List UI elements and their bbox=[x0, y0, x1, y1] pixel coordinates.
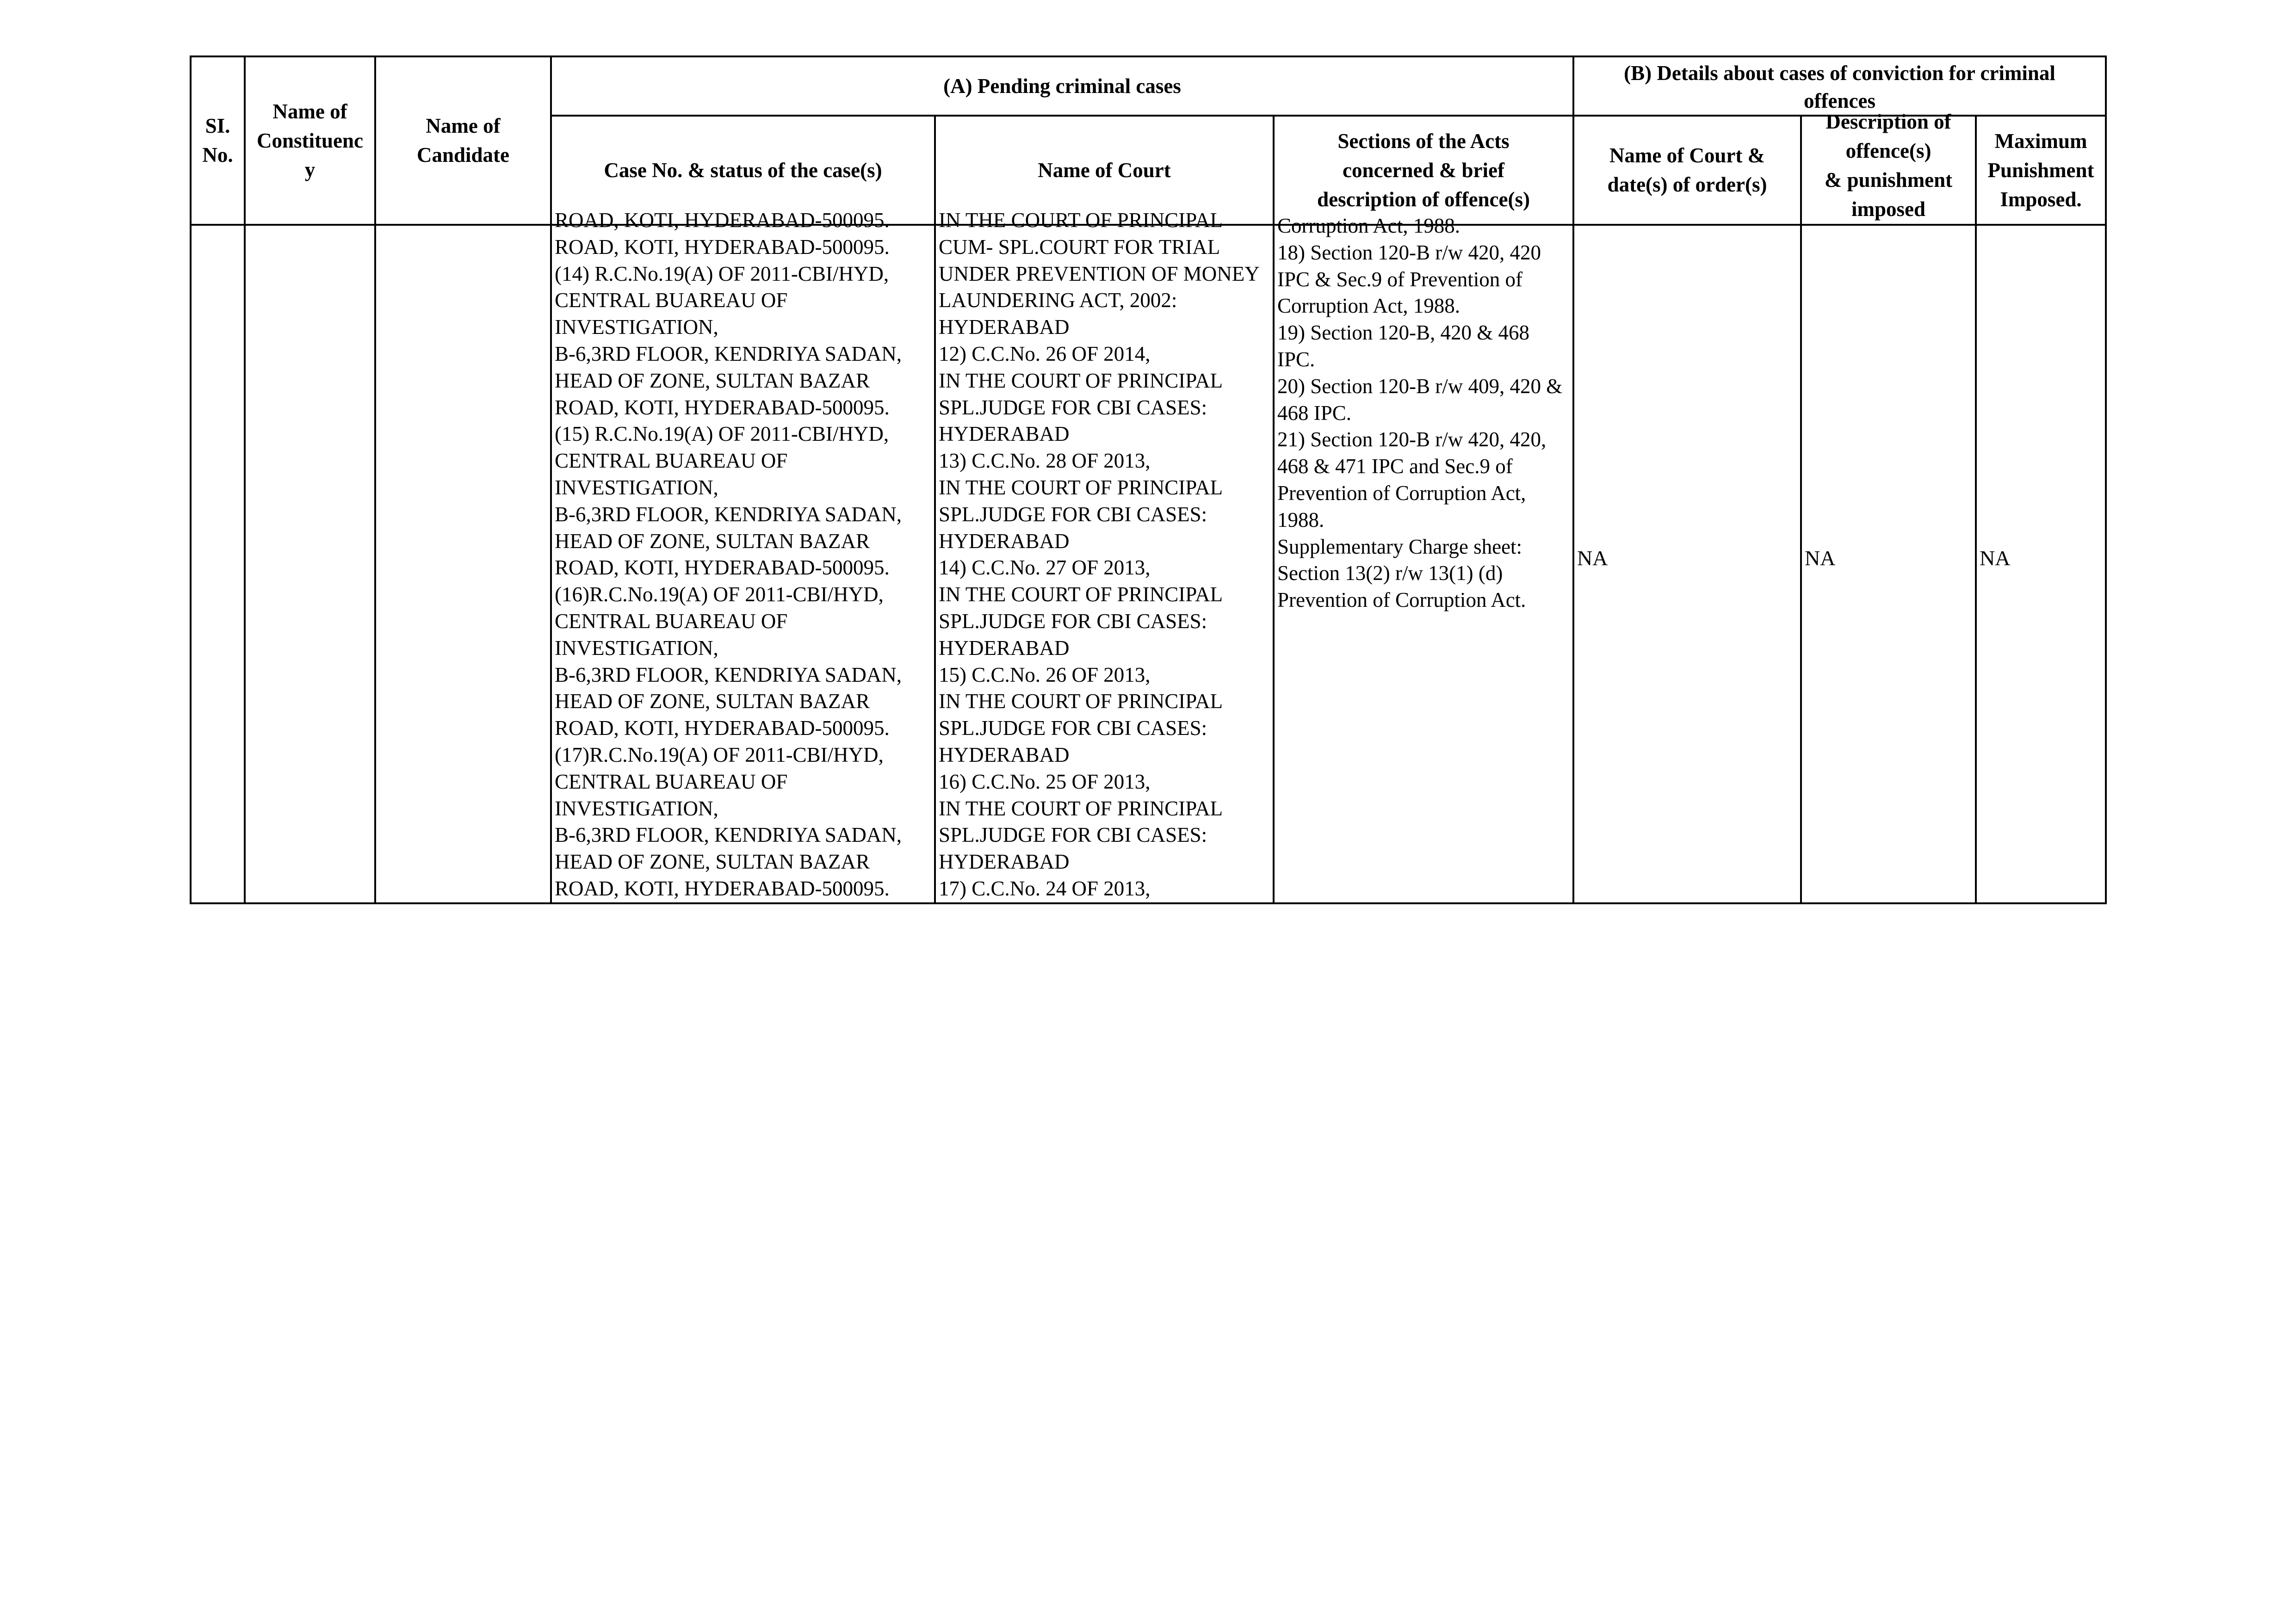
header-row-top bbox=[191, 56, 2106, 116]
criminal-cases-table bbox=[190, 56, 2107, 904]
sl-no-cell bbox=[191, 225, 245, 903]
conviction-description-header-text: Description of offence(s) & punishment imposed bbox=[1824, 110, 1953, 221]
pending-cases-header: (A) Pending criminal cases bbox=[551, 56, 1573, 116]
constituency-header: Name of Constituenc y bbox=[245, 56, 375, 225]
conviction-cases-header: (B) Details about cases of conviction for criminal offences bbox=[1573, 56, 2106, 116]
conviction-court-header: Name of Court & date(s) of order(s) bbox=[1573, 116, 1801, 225]
conviction-court-value: NA bbox=[1577, 546, 1608, 570]
candidate-cell bbox=[375, 225, 551, 903]
conviction-description-header bbox=[1801, 110, 1976, 225]
conviction-description-value: NA bbox=[1805, 546, 1836, 570]
conviction-description-cell bbox=[1801, 225, 1976, 903]
candidate-header: Name of Candidate bbox=[375, 56, 551, 225]
sl-no-header: SI. No. bbox=[191, 56, 245, 225]
sections-details-cell bbox=[1274, 214, 1573, 903]
max-punishment-value: NA bbox=[1980, 546, 2011, 570]
sections-header: Sections of the Acts concerned & brief description of offence(s) bbox=[1274, 116, 1573, 225]
criminal-cases-sheet bbox=[190, 56, 2105, 900]
case-no-header: Case No. & status of the case(s) bbox=[551, 116, 935, 225]
table-row bbox=[191, 225, 2106, 903]
sections-details-text: Corruption Act, 1988. 18) Section 120-B r/w 420, 420 IPC & Sec.9 of Prevention of Corruption Act, 1988. 19) Section 120-B, 420 & 468 IPC. 20) Section 120-B r/w 409, 420 & 468 IPC. 21) Section 120-B r/w 420, 420, 468 & 471 IPC and Sec.9 of Prevention of Corruption Act, 1988. Supplementary Charge sheet: Section 13(2) r/w 13(1) (d) Prevention of Corruption Act. bbox=[1277, 214, 1563, 612]
max-punishment-cell bbox=[1976, 225, 2106, 903]
case-details-cell bbox=[551, 209, 935, 903]
court-header: Name of Court bbox=[935, 116, 1274, 225]
constituency-cell bbox=[245, 225, 375, 903]
court-details-cell bbox=[935, 209, 1274, 903]
conviction-court-cell bbox=[1573, 225, 1801, 903]
max-punishment-header: Maximum Punishment Imposed. bbox=[1976, 116, 2106, 225]
court-details-text: IN THE COURT OF PRINCIPAL CUM- SPL.COURT FOR TRIAL UNDER PREVENTION OF MONEY LAUNDERING ACT, 2002: HYDERABAD 12) C.C.No. 26 OF 2014, IN THE COURT OF PRINCIPAL SPL.JUDGE FOR CBI CASES: HYDERABAD 13) C.C.No. 28 OF 2013, IN THE COURT OF PRINCIPAL SPL.JUDGE FOR CBI CASES: HYDERABAD 14) C.C.No. 27 OF 2013, IN THE COURT OF PRINCIPAL SPL.JUDGE FOR CBI CASES: HYDERABAD 15) C.C.No. 26 OF 2013, IN THE COURT OF PRINCIPAL SPL.JUDGE FOR CBI CASES: HYDERABAD 16) C.C.No. 25 OF 2013, IN THE COURT OF PRINCIPAL SPL.JUDGE FOR CBI CASES: HYDERABAD 17) C.C.No. 24 OF 2013, bbox=[939, 209, 1260, 900]
case-details-text: ROAD, KOTI, HYDERABAD-500095. ROAD, KOTI, HYDERABAD-500095. (14) R.C.No.19(A) OF 2011-CBI/HYD, CENTRAL BUAREAU OF INVESTIGATION, B-6,3RD FLOOR, KENDRIYA SADAN, HEAD OF ZONE, SULTAN BAZAR ROAD, KOTI, HYDERABAD-500095. (15) R.C.No.19(A) OF 2011-CBI/HYD, CENTRAL BUAREAU OF INVESTIGATION, B-6,3RD FLOOR, KENDRIYA SADAN, HEAD OF ZONE, SULTAN BAZAR ROAD, KOTI, HYDERABAD-500095. (16)R.C.No.19(A) OF 2011-CBI/HYD, CENTRAL BUAREAU OF INVESTIGATION, B-6,3RD FLOOR, KENDRIYA SADAN, HEAD OF ZONE, SULTAN BAZAR ROAD, KOTI, HYDERABAD-500095. (17)R.C.No.19(A) OF 2011-CBI/HYD, CENTRAL BUAREAU OF INVESTIGATION, B-6,3RD FLOOR, KENDRIYA SADAN, HEAD OF ZONE, SULTAN BAZAR ROAD, KOTI, HYDERABAD-500095. bbox=[555, 209, 902, 900]
